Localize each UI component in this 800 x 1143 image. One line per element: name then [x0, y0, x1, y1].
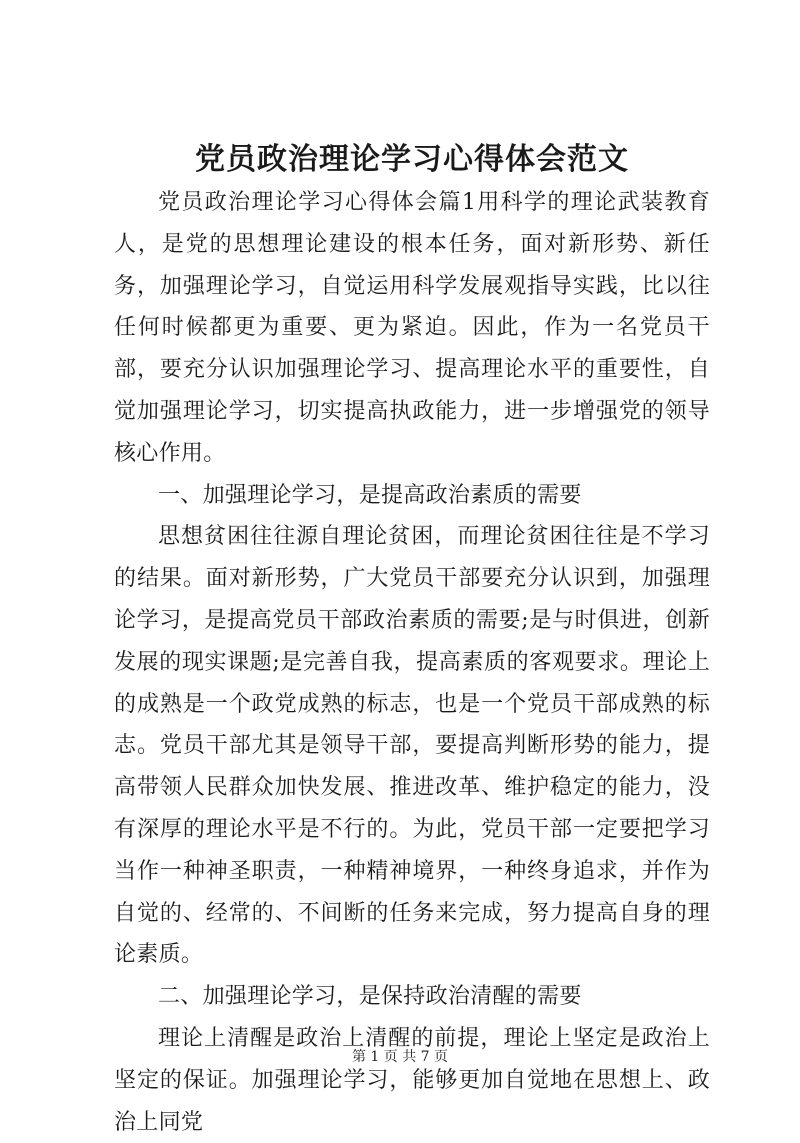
- paragraph-2: 思想贫困往往源自理论贫困，而理论贫困往往是不学习的结果。面对新形势，广大党员干部要充分认识到，加强理论学习，是提高党员干部政治素质的需要;是与时俱进，创新发展的现实课题;是完善自我，提高素质的客观要求。理论上的成熟是一个政党成熟的标志，也是一个党员干部成熟的标志。党员干部尤其是领导干部，要提高判断形势的能力，提高带领人民群众加快发展、推进改革、维护稳定的能力，没有深厚的理论水平是不行的。为此，党员干部一定要把学习当作一种神圣职责，一种精神境界，一种终身追求，并作为自觉的、经常的、不间断的任务来完成，努力提高自身的理论素质。: [114, 524, 710, 968]
- document-body: [114, 182, 710, 1143]
- document-title: 党员政治理论学习心得体会范文: [195, 142, 629, 177]
- section-heading-1: 一、加强理论学习，是提高政治素质的需要: [158, 482, 582, 508]
- page-number-footer: 第 1 页 共 7 页: [351, 1049, 449, 1065]
- paragraph-1: 党员政治理论学习心得体会篇1用科学的理论武装教育人，是党的思想理论建设的根本任务，面对新形势、新任务，加强理论学习，自觉运用科学发展观指导实践，比以往任何时候都更为重要、更为紧迫。因此，作为一名党员干部，要充分认识加强理论学习、提高理论水平的重要性，自觉加强理论学习，切实提高执政能力，进一步增强党的领导核心作用。: [114, 190, 710, 466]
- section-heading-2: 二、加强理论学习，是保持政治清醒的需要: [158, 984, 582, 1010]
- paragraph-3: 理论上清醒是政治上清醒的前提，理论上坚定是政治上坚定的保证。加强理论学习，能够更加自觉地在思想上、政治上同党: [114, 1025, 710, 1135]
